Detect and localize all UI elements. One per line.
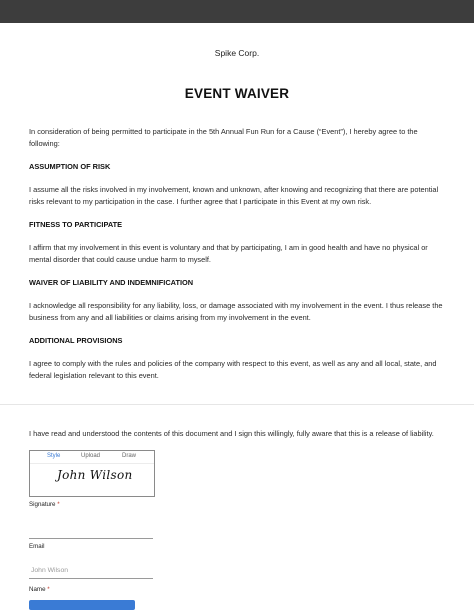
signature-tabs	[30, 451, 154, 464]
name-label: Name *	[29, 586, 50, 593]
signature-name-field[interactable]	[29, 526, 153, 539]
name-placeholder: John Wilson	[31, 567, 69, 574]
section-divider	[0, 404, 474, 405]
document-title: EVENT WAIVER	[184, 86, 290, 101]
tab-style[interactable]: Style	[47, 453, 61, 459]
section-body-fitness: I affirm that my involvement in this event is voluntary and that by participating, I am in good health and have no physical or mental disorder that could cause undue harm to myself.	[29, 243, 428, 264]
section-body-additional-provisions: I agree to comply with the rules and policies of the company with respect to this event, as well as any and all local, state, and federal legislation relevant to this event.	[29, 359, 437, 380]
section-heading-waiver-of-liability: WAIVER OF LIABILITY AND INDEMNIFICATION	[29, 278, 194, 287]
company-name: Spike Corp.	[214, 48, 260, 58]
name-input[interactable]	[29, 566, 153, 579]
signature-pad[interactable]	[29, 450, 155, 497]
signature-label: Signature *	[29, 501, 60, 508]
section-heading-additional-provisions: ADDITIONAL PROVISIONS	[29, 336, 123, 345]
signature-preview: John Wilson	[57, 468, 133, 482]
email-label: Email	[29, 543, 45, 550]
section-body-assumption-of-risk: I assume all the risks involved in my involvement, known and unknown, after knowing and recognizing that there are potential risks relevant to my participation in the case. I further agree that I participate in this Event at my own risk.	[29, 185, 439, 206]
tab-upload[interactable]: Upload	[81, 453, 101, 459]
top-bar	[0, 0, 474, 23]
section-heading-fitness: FITNESS TO PARTICIPATE	[29, 220, 123, 229]
acknowledgement-text: I have read and understood the contents of this document and I sign this willingly, fully aware that this is a release of liability.	[29, 429, 434, 438]
intro-paragraph: In consideration of being permitted to participate in the 5th Annual Fun Run for a Cause (“Event”), I hereby agree to the following:	[29, 127, 418, 148]
submit-button[interactable]	[29, 600, 135, 610]
tab-draw[interactable]: Draw	[122, 453, 137, 459]
section-heading-assumption-of-risk: ASSUMPTION OF RISK	[29, 162, 111, 171]
section-body-waiver-of-liability: I acknowledge all responsibility for any liability, loss, or damage associated with my involvement in the event. I thus release the business from any and all liabilities or claims arising from my involvement in the event.	[29, 301, 443, 322]
